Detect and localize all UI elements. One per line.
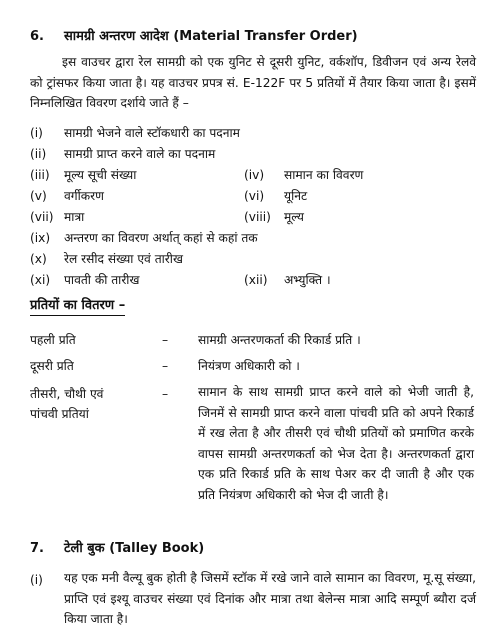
dash-separator: –	[162, 359, 169, 373]
list-item-number: (iii)	[30, 168, 50, 182]
dash-separator: –	[162, 387, 169, 401]
list-item-text: सामान का विवरण	[284, 168, 364, 182]
copy-description: सामग्री अन्तरणकर्ता की रिकार्ड प्रति ।	[198, 333, 361, 347]
list-item-text: सामग्री भेजने वाले स्टॉकधारी का पदनाम	[64, 126, 240, 140]
list-item-text: मूल्य सूची संख्या	[64, 168, 137, 182]
section-7-title-hindi: टेली बुक	[64, 541, 105, 556]
list-item-text: यूनिट	[284, 189, 308, 203]
list-item-text: पावती की तारीख	[64, 273, 140, 287]
section-7-title-english: (Talley Book)	[109, 541, 205, 556]
copy-label: दूसरी प्रति	[30, 359, 74, 373]
copy-label: तीसरी, चौथी एवं	[30, 387, 104, 401]
list-item-text: रेल रसीद संख्या एवं तारीख	[64, 252, 183, 266]
list-item-number: (viii)	[244, 210, 271, 224]
section-7-title	[64, 541, 204, 557]
list-item-text: अन्तरण का विवरण अर्थात् कहां से कहां तक	[64, 231, 258, 245]
list-item-text: वर्गीकरण	[64, 189, 104, 203]
section-6-title-hindi: सामग्री अन्तरण आदेश	[64, 29, 169, 44]
list-item-number: (v)	[30, 189, 47, 203]
list-item-text: सामग्री प्राप्त करने वाले का पदनाम	[64, 147, 216, 161]
section-6-title-english: (Material Transfer Order)	[173, 29, 358, 44]
list-item-number: (vii)	[30, 210, 54, 224]
distribution-heading	[30, 298, 125, 316]
list-item-text: अभ्युक्ति ।	[284, 273, 331, 287]
section-7-number: 7.	[30, 541, 44, 556]
copy-description: नियंत्रण अधिकारी को ।	[198, 359, 300, 373]
section-6-number: 6.	[30, 29, 44, 44]
list-item-number: (i)	[30, 573, 43, 587]
list-item-number: (vi)	[244, 189, 265, 203]
list-item-text: मात्रा	[64, 210, 85, 224]
list-item-text: मूल्य	[284, 210, 304, 224]
list-item-number: (ii)	[30, 147, 47, 161]
section-6-title	[64, 29, 358, 45]
distribution-heading-text: प्रतियों का वितरण –	[30, 298, 125, 316]
dash-separator: –	[162, 333, 169, 347]
section-7-item-text: यह एक मनी वैल्यू बुक होती है जिसमें स्टॉक में रखे जाने वाले सामान का विवरण, मू.सू संख्या, प्राप्ति एवं इश्यू वाउचर संख्या एवं दिनांक और मात्रा तथा बेलेन्स मात्रा आदि सम्पूर्ण ब्यौरा दर्ज किया जाता है।	[64, 571, 476, 626]
list-item-number: (ix)	[30, 231, 51, 245]
section-6-intro: इस वाउचर द्वारा रेल सामग्री को एक युनिट से दूसरी युनिट, वर्कशॉप, डिवीजन एवं अन्य रेलवे को ट्रांसफर किया जाता है। यह वाउचर प्रपत्र सं. E-122F पर 5 प्रतियों में तैयार किया जाता है। इसमें निम्नलिखित विवरण दर्शाये जाते हैं –	[30, 55, 476, 110]
copy-label: पांचवी प्रतियां	[30, 407, 89, 421]
list-item-number: (i)	[30, 126, 43, 140]
copy-description: सामान के साथ सामग्री प्राप्त करने वाले को भेजी जाती है, जिनमें से सामग्री प्राप्त करने वाला पांचवी प्रति को अपने रिकार्ड में रख लेता है और तीसरी एवं चौथी प्रतियों को प्रमाणित करके वापस सामग्री अन्तरणकर्ता को भेज देता है। अन्तरणकर्ता द्वारा एक प्रति रिकार्ड प्रति के साथ पेअर कर दी जाती है और एक प्रति नियंत्रण अधिकारी को भेज दी जाती है।	[198, 385, 474, 502]
list-item-number: (xii)	[244, 273, 268, 287]
list-item-number: (xi)	[30, 273, 51, 287]
copy-label: पहली प्रति	[30, 333, 76, 347]
list-item-number: (iv)	[244, 168, 265, 182]
list-item-number: (x)	[30, 252, 47, 266]
